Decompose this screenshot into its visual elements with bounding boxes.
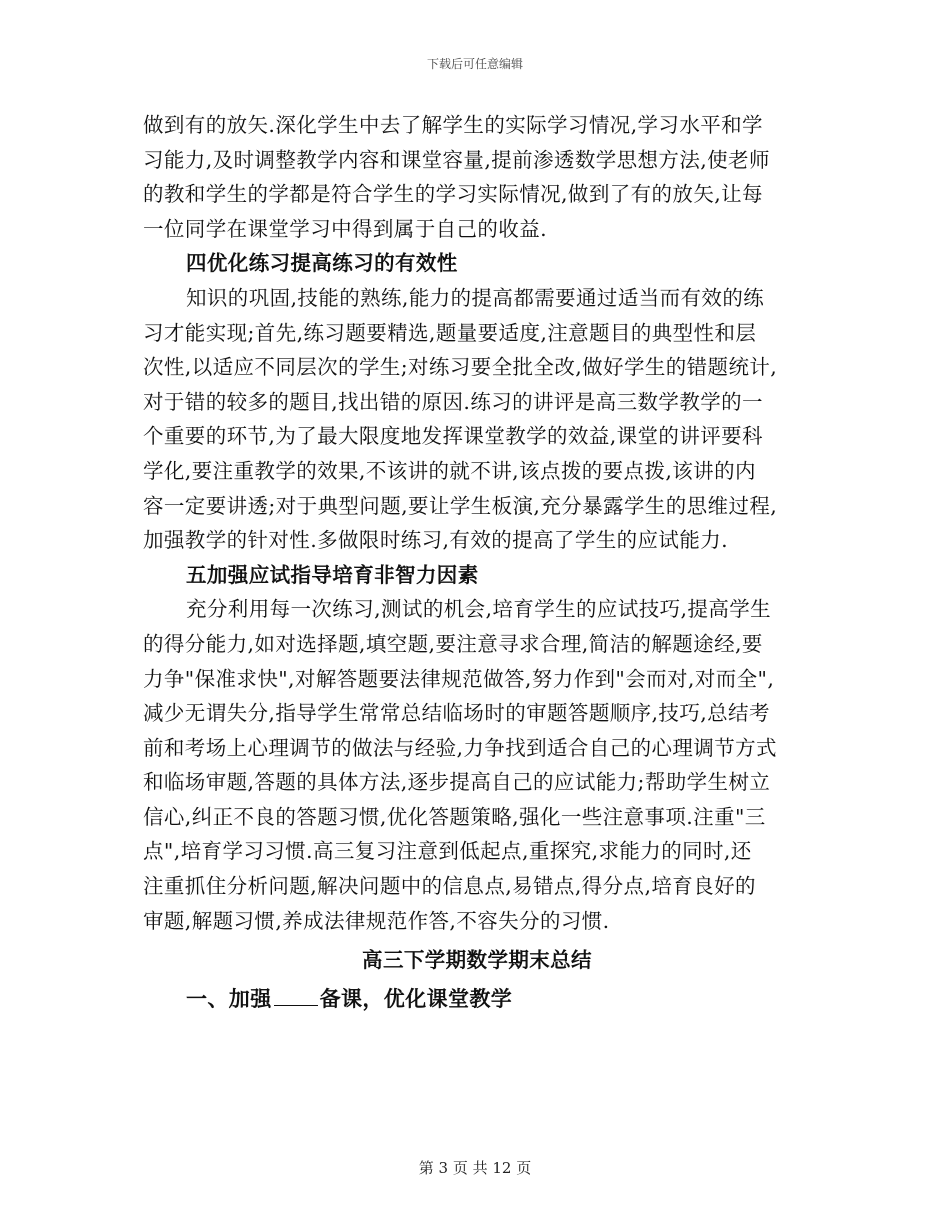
text-line: 的得分能力,如对选择题,填空题,要注意寻求合理,简洁的解题途经,要 [143,631,763,656]
text-line: 学化,要注重教学的效果,不该讲的就不讲,该点拨的要点拨,该讲的内 [143,458,756,483]
section-1-prefix: 一、加强 [186,985,272,1011]
paragraph-3 [143,592,811,938]
text-line: 做到有的放矢.深化学生中去了解学生的实际学习情况,学习水平和学 [143,113,763,137]
section-heading-1 [143,982,811,1017]
paragraph-2 [143,281,811,558]
section-heading-5: 五加强应试指导培育非智力因素 [186,562,479,587]
text-line: 前和考场上心理调节的做法与经验,力争找到适合自己的心理调节方式 [143,735,777,760]
text-line: 力争"保准求快",对解答题要法律规范做答,努力作到"会而对,对而全", [143,666,775,691]
text-line: 减少无谓失分,指导学生常常总结临场时的审题答题顺序,技巧,总结考 [143,701,770,726]
text-line: 对于错的较多的题目,找出错的原因.练习的讲评是高三数学教学的一 [143,389,763,414]
text-line: 审题,解题习惯,养成法律规范作答,不容失分的习惯. [143,908,610,933]
fill-in-blank [274,987,318,1006]
text-line: 的教和学生的学都是符合学生的学习实际情况,做到了有的放矢,让每 [143,182,763,207]
document-title: 高三下学期数学期末总结 [362,948,592,973]
page-number-footer: 第 3 页 共 12 页 [418,1159,532,1177]
text-line: 和临场审题,答题的具体方法,逐步提高自己的应试能力;帮助学生树立 [143,770,771,795]
page-header-note: 下载后可任意编辑 [426,57,523,71]
text-line: 一位同学在课堂学习中得到属于自己的收益. [143,216,548,241]
text-line: 加强教学的针对性.多做限时练习,有效的提高了学生的应试能力. [143,528,729,553]
text-line: 点",培育学习习惯.高三复习注意到低起点,重探究,求能力的同时,还 [143,839,752,864]
text-line: 次性,以适应不同层次的学生;对练习要全批全改,做好学生的错题统计, [143,355,778,380]
text-line: 习能力,及时调整教学内容和课堂容量,提前渗透数学思想方法,使老师 [143,147,770,172]
text-line: 容一定要讲透;对于典型问题,要让学生板演,充分暴露学生的思维过程, [143,493,778,518]
text-line: 注重抓住分析问题,解决问题中的信息点,易错点,得分点,培育良好的 [143,874,756,899]
document-body [143,108,811,1016]
paragraph-1 [143,108,811,246]
text-line: 信心,纠正不良的答题习惯,优化答题策略,强化一些注意事项.注重"三 [143,804,766,829]
text-line: 个重要的环节,为了最大限度地发挥课堂教学的效益,课堂的讲评要科 [143,424,763,449]
text-line: 知识的巩固,技能的熟练,能力的提高都需要通过适当而有效的练 [186,285,765,310]
section-heading-4: 四优化练习提高练习的有效性 [186,251,458,276]
section-1-suffix: 备课，优化课堂教学 [319,985,513,1011]
text-line: 习才能实现;首先,练习题要精选,题量要适度,注意题目的典型性和层 [143,320,757,345]
text-line: 充分利用每一次练习,测试的机会,培育学生的应试技巧,提高学生 [186,597,772,622]
